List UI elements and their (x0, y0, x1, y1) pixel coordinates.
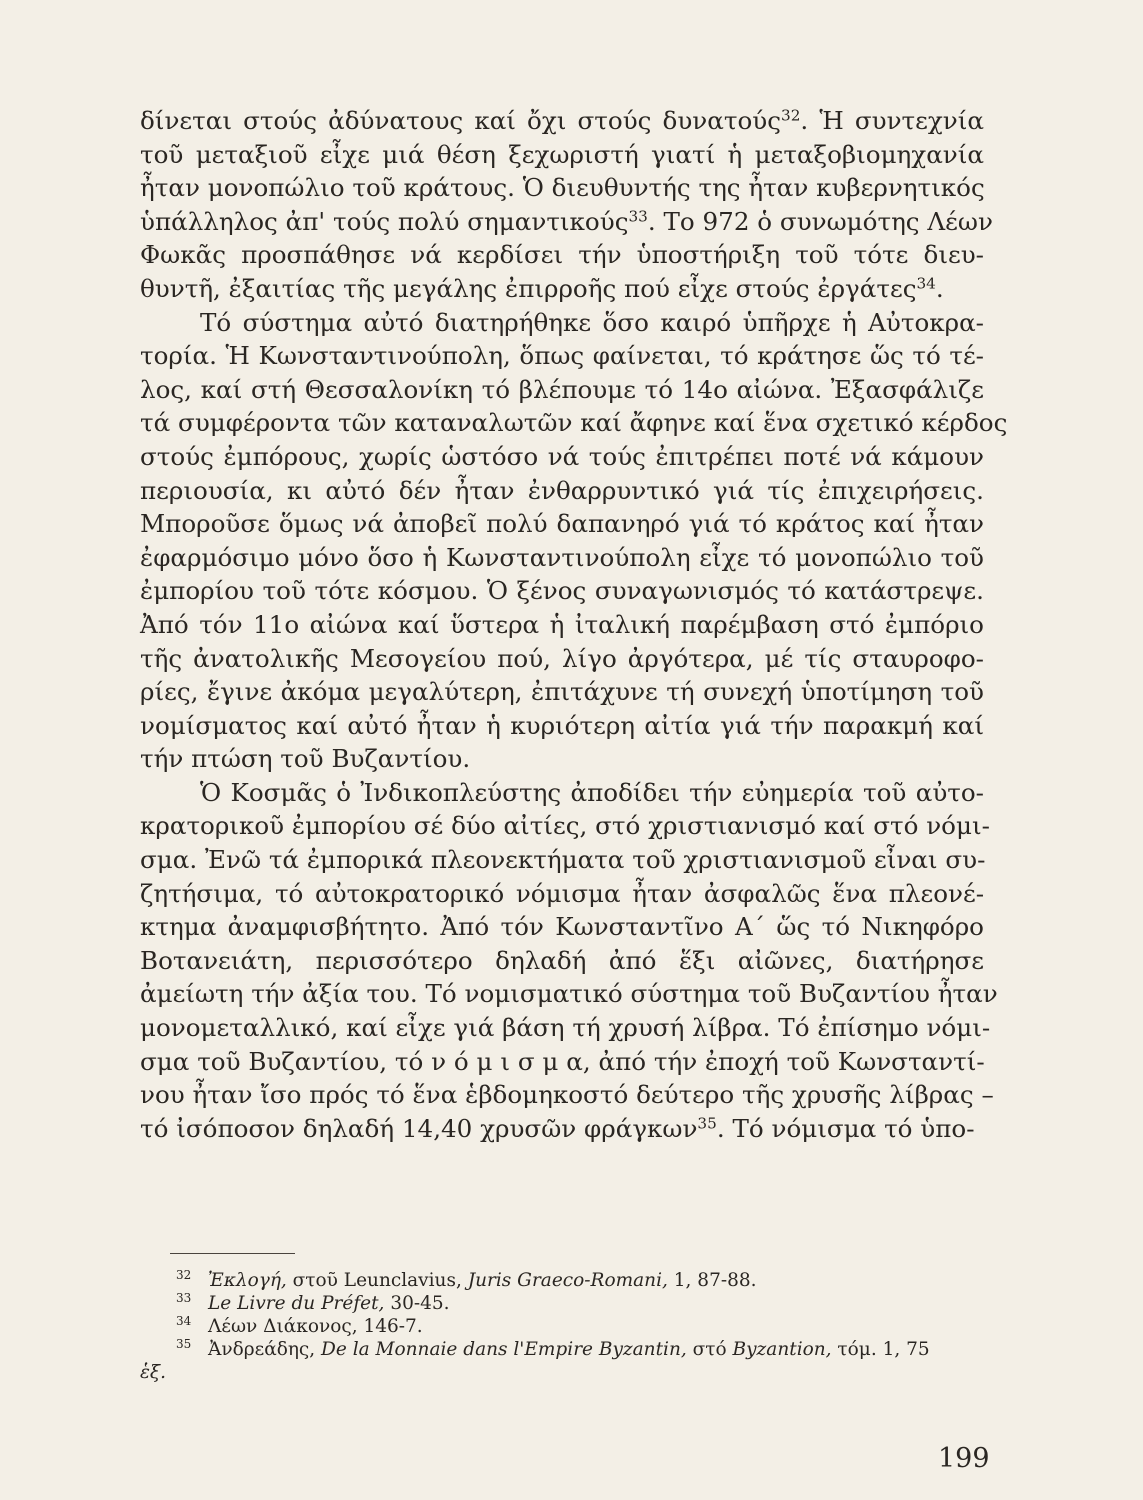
footnote-text: Ἐκλογή, (208, 1270, 287, 1291)
main-text (140, 104, 1008, 1145)
line-text: λος, καί στή Θεσσαλονίκη τό βλέπουμε τό 14ο αἰώνα. Ἐξασφάλιζε (140, 374, 984, 404)
text-line (140, 171, 984, 205)
line-text: σμα. Ἐνῶ τά ἐμπορικά πλεονεκτήματα τοῦ χριστιανισμοῦ εἶναι συ- (140, 845, 986, 875)
footnote (140, 1269, 984, 1292)
line-text: τορία. Ἡ Κωνσταντινούπολη, ὅπως φαίνεται, τό κράτησε ὥς τό τέ- (140, 341, 984, 371)
line-text: ἐφαρμόσιμο μόνο ὅσο ἡ Κωνσταντινούπολη εἶχε τό μονοπώλιο τοῦ (140, 542, 984, 572)
text-line (140, 138, 984, 172)
line-text: τῆς ἀνατολικῆς Μεσογείου πού, λίγο ἀργότερα, μέ τίς σταυροφο- (140, 643, 984, 673)
footnote-text: Ἀνδρεάδης, (208, 1339, 322, 1360)
line-text: τήν πτώση τοῦ Βυζαντίου. (140, 744, 471, 774)
footnote-text: Le Livre du Préfet, (208, 1293, 385, 1314)
text-line (140, 541, 984, 575)
text-line (140, 474, 984, 508)
line-text: Φωκᾶς προσπάθησε νά κερδίσει τήν ὑποστήριξη τοῦ τότε διευ- (140, 240, 984, 270)
footnote-ref[interactable]: 34 (916, 274, 936, 293)
line-text: θυντῆ, ἐξαιτίας τῆς μεγάλης ἐπιρροῆς πού εἶχε στούς ἐργάτες (140, 273, 917, 303)
line-text: Βοτανειάτη, περισσότερο δηλαδή ἀπό ἕξι αἰῶνες, διατήρησε (140, 945, 984, 975)
text-line (140, 507, 984, 541)
footnote (140, 1361, 984, 1384)
text-line (140, 1011, 991, 1045)
paragraph (140, 776, 998, 1146)
line-text: Ἀπό τόν 11ο αἰώνα καί ὕστερα ἡ ἰταλική παρέμβαση στό ἐμπόριο (140, 609, 984, 639)
line-text: περιουσία, κι αὐτό δέν ἦταν ἐνθαρρυντικό γιά τίς ἐπιχειρήσεις. (140, 475, 984, 505)
footnote-number: 33 (176, 1291, 192, 1305)
line-text: . Τό νόμισμα τό ὑπο- (716, 1113, 975, 1143)
footnote (140, 1315, 984, 1338)
line-text: σμα τοῦ Βυζαντίου, τό ν ό μ ι σ μ α, ἀπό τήν ἐποχή τοῦ Κωνσταντί- (140, 1046, 985, 1076)
footnote-text: 1, 87-88. (667, 1270, 757, 1291)
text-line (140, 440, 984, 474)
footnote-number: 35 (176, 1337, 192, 1351)
text-line (140, 843, 984, 877)
text-line (140, 1112, 984, 1146)
text-line (140, 776, 984, 810)
line-text: ἀμείωτη τήν ἀξία του. Τό νομισματικό σύστημα τοῦ Βυζαντίου ἦταν (140, 979, 998, 1009)
text-line (140, 608, 984, 642)
line-text: τοῦ μεταξιοῦ εἶχε μιά θέση ξεχωριστή γιατί ἡ μεταξοβιομηχανία (140, 139, 984, 169)
footnote-text: στοῦ Leunclavius, (286, 1270, 468, 1291)
footnotes (140, 1269, 984, 1384)
line-text: δίνεται στούς ἀδύνατους καί ὄχι στούς δυνατούς (140, 106, 782, 135)
footnote-number: 32 (176, 1268, 192, 1282)
text-line (140, 742, 984, 776)
footnote-text: 30-45. (384, 1293, 450, 1314)
footnote-text: De la Monnaie dans l'Empire Byzantin, (321, 1339, 687, 1360)
line-text: Ὁ Κοσμᾶς ὁ Ἰνδικοπλεύστης ἀποδίδει τήν εὐημερία τοῦ αὐτο- (200, 777, 984, 807)
text-line (140, 977, 998, 1011)
line-text: . (935, 273, 944, 303)
line-text: νομίσματος καί αὐτό ἦταν ἡ κυριότερη αἰτία γιά τήν παρακμή καί (140, 710, 984, 740)
line-text: νου ἦταν ἴσο πρός τό ἕνα ἑβδομηκοστό δεύτερο τῆς χρυσῆς λίβρας – (140, 1080, 994, 1110)
text-line (140, 944, 984, 978)
text-line (140, 1078, 994, 1112)
line-text: Τό σύστημα αὐτό διατηρήθηκε ὅσο καιρό ὑπῆρχε ἡ Αὐτοκρα- (200, 307, 984, 337)
line-text: . Το 972 ὁ συνωμότης Λέων (647, 206, 993, 236)
line-text: ὑπάλληλος ἀπ' τούς πολύ σημαντικούς (140, 206, 629, 236)
text-line (140, 339, 984, 373)
footnote-text: Juris Graeco-Romani, (467, 1270, 668, 1291)
text-line (140, 709, 984, 743)
text-line (140, 675, 984, 709)
footnote-ref[interactable]: 35 (697, 1114, 717, 1133)
footnote-text: Λέων Διάκονος, 146-7. (208, 1316, 423, 1337)
text-line (140, 104, 984, 138)
text-line (140, 877, 984, 911)
text-line (140, 642, 984, 676)
text-line (140, 406, 1008, 440)
line-text: . Ἡ συντεχνία (800, 106, 985, 135)
text-line (140, 910, 984, 944)
line-text: ζητήσιμα, τό αὐτοκρατορικό νόμισμα ἦταν ἀσφαλῶς ἕνα πλεονέ- (140, 878, 984, 908)
line-text: ἐμπορίου τοῦ τότε κόσμου. Ὁ ξένος συναγωνισμός τό κατάστρεψε. (140, 576, 984, 606)
line-text: κρατορικοῦ ἐμπορίου σέ δύο αἰτίες, στό χριστιανισμό καί στό νόμι- (140, 811, 990, 841)
text-line (140, 809, 990, 843)
footnote-text: στό (686, 1339, 733, 1360)
line-text: μονομεταλλικό, καί εἶχε γιά βάση τή χρυσή λίβρα. Τό ἐπίσημο νόμι- (140, 1013, 991, 1043)
line-text: κτημα ἀναμφισβήτητο. Ἀπό τόν Κωνσταντῖνο Α΄ ὥς τό Νικηφόρο (140, 912, 984, 942)
footnote-ref[interactable]: 33 (628, 207, 648, 226)
text-line (140, 1045, 984, 1079)
text-line (140, 238, 984, 272)
footnote-ref[interactable]: 32 (781, 106, 801, 125)
footnote-text: ἑξ. (140, 1362, 166, 1383)
line-text: τά συμφέροντα τῶν καταναλωτῶν καί ἄφηνε καί ἕνα σχετικό κέρδος (140, 408, 1008, 438)
footnote-separator (170, 1253, 295, 1254)
line-text: Μποροῦσε ὅμως νά ἀποβεῖ πολύ δαπανηρό γιά τό κράτος καί ἦταν (140, 509, 984, 539)
paragraph (140, 104, 993, 306)
line-text: στούς ἐμπόρους, χωρίς ὡστόσο νά τούς ἐπιτρέπει ποτέ νά κάμουν (140, 441, 984, 471)
text-line (140, 205, 993, 239)
footnote (140, 1338, 984, 1361)
line-text: ρίες, ἔγινε ἀκόμα μεγαλύτερη, ἐπιτάχυνε τή συνεχή ὑποτίμηση τοῦ (140, 677, 984, 707)
text-line (140, 373, 984, 407)
line-text: ἦταν μονοπώλιο τοῦ κράτους. Ὁ διευθυντής της ἦταν κυβερνητικός (140, 173, 985, 203)
footnote-number: 34 (176, 1314, 192, 1328)
footnote-text: τόμ. 1, 75 (831, 1339, 930, 1360)
text-line (140, 272, 984, 306)
line-text: τό ἰσόποσον δηλαδή 14,40 χρυσῶν φράγκων (140, 1113, 698, 1143)
footnote-text: Byzantion, (732, 1339, 832, 1360)
text-line (140, 574, 984, 608)
page-number: 199 (938, 1443, 990, 1474)
paragraph (140, 306, 1008, 776)
text-line (140, 306, 984, 340)
footnote (140, 1292, 984, 1315)
